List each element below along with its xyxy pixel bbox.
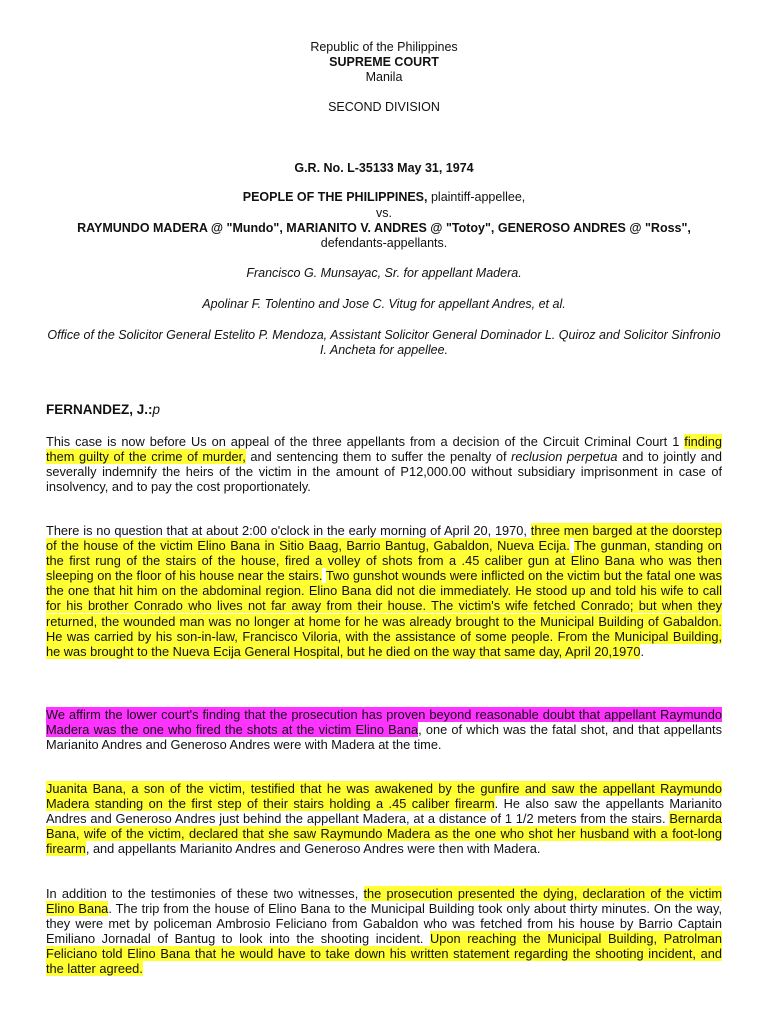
plaintiff-role: plaintiff-appellee, — [427, 190, 526, 204]
paragraph-1 — [46, 434, 722, 494]
plaintiff-line — [40, 190, 728, 205]
p2-text-g: . — [640, 643, 645, 659]
defendants-line — [46, 221, 722, 251]
counsel-line-3: Office of the Solicitor General Estelito P. Mendoza, Assistant Solicitor General Dominador L. Quiroz and Solicitor Sinfronio I. Ancheta for appellee. — [47, 328, 721, 357]
p5-text-c: . The trip from the house of Elino Bana to the Municipal Building took only about thirty minutes. On the way, they were met by policeman Ambrosio Feliciano from Gabaldon who was fetched from his house by Barrio Captain Emiliano Jornadal of Bantug to look into the shooting incident. — [46, 901, 723, 947]
p4-highlight-1: Juanita Bana, a son of the victim, testified that he was awakened by the gunfire and saw the appellant Raymundo Madera standing on the first step of their stairs holding a .45 caliber firearm — [46, 781, 722, 812]
p2-highlight-3: Two gunshot wounds were inflicted on the victim but the fatal one was the one that hit him on the abdominal region. Elino Bana did not die immediately. He stood up and told his wife to call for his brother Conrado who lives not far away from their house. The victim's wife fetched Conrado; but when they returned, the wounded man was no longer at home for he was already brought to the Municipal Building of Gabaldon. He was carried by his son-in-law, Francisco Viloria, with the assistance of some people. From the Municipal Building, he was brought to the Nueva Ecija General Hospital, but he died on the way that same day, April 20,1970 — [46, 568, 723, 659]
p3-text-b: , one of which was the fatal shot, and that appellants Marianito Andres and Generoso Andres were with Madera at the time. — [46, 722, 722, 753]
p1-text-c: and sentencing them to suffer the penalty of — [245, 449, 512, 465]
p2-highlight-1: three men barged at the doorstep of the house of the victim Elino Bana in Sitio Baag, Barrio Bantug, Gabaldon, Nueva Ecija. — [46, 523, 722, 554]
p1-text-a: This case is now before Us on appeal of the three appellants from a decision of the Circuit Criminal Court 1 — [46, 434, 685, 449]
p1-highlight: finding them guilty of the crime of murder, — [46, 434, 722, 465]
p2-text-a: There is no question that at about 2:00 o'clock in the early morning of April 20, 1970, — [46, 523, 531, 538]
p1-text-e: and to jointly and severally indemnify the heirs of the victim in the amount of P12,000.00 without subsidiary imprisonment in case of insolvency, and to pay the cost proportionately. — [46, 449, 722, 495]
ponente-name: FERNANDEZ, J.: — [46, 402, 153, 417]
counsel-line-2: Apolinar F. Tolentino and Jose C. Vitug for appellant Andres, et al. — [202, 297, 566, 311]
paragraph-2 — [46, 523, 722, 659]
p4-text-d: , and appellants Marianito Andres and Generoso Andres were then with Madera. — [85, 841, 541, 857]
p1-italic: reclusion perpetua — [511, 449, 618, 465]
p2-highlight-2: The gunman, standing on the first rung of the stairs of the house, fired a volley of shots from a .45 caliber gun at Elino Bana who was then sleeping on the floor of his house near the stairs. — [46, 538, 723, 584]
division-name: SECOND DIVISION — [328, 100, 440, 114]
p5-highlight-1: the prosecution presented the dying, declaration of the victim Elino Bana — [46, 886, 722, 917]
counsel-line-1: Francisco G. Munsayac, Sr. for appellant Madera. — [246, 266, 522, 280]
defendants-role: defendants-appellants. — [320, 236, 448, 250]
p3-highlight: We affirm the lower court's finding that the prosecution has proven beyond reasonable doubt that appellant Raymundo Madera was the one who fired the shots at the victim Elino Bana — [46, 707, 722, 738]
defendants-names: RAYMUNDO MADERA @ "Mundo", MARIANITO V. ANDRES @ "Totoy", GENEROSO ANDRES @ "Ross", — [77, 221, 691, 235]
republic-line: Republic of the Philippines — [310, 40, 458, 54]
case-number: G.R. No. L-35133 May 31, 1974 — [294, 161, 474, 175]
plaintiff-name: PEOPLE OF THE PHILIPPINES, — [242, 190, 428, 204]
paragraph-3 — [46, 707, 722, 752]
court-name: SUPREME COURT — [329, 55, 439, 69]
p5-text-a: In addition to the testimonies of these two witnesses, — [46, 886, 364, 901]
p5-highlight-2: Upon reaching the Municipal Building, Patrolman Feliciano told Elino Bana that he would have to take down his written statement regarding the shooting incident, and the latter agreed. — [46, 931, 722, 977]
versus-line: vs. — [376, 206, 392, 220]
paragraph-4 — [46, 781, 722, 856]
ponente — [46, 402, 160, 417]
p4-text-b: . He also saw the appellants Marianito Andres and Generoso Andres just behind the appellant Madera, at a distance of 1 1/2 meters from the stairs. — [46, 796, 722, 827]
court-city: Manila — [365, 70, 403, 84]
ponente-suffix: p — [152, 402, 161, 417]
paragraph-5 — [46, 886, 722, 977]
p4-highlight-2: Bernarda Bana, wife of the victim, declared that she saw Raymundo Madera as the one who shot her husband with a foot-long firearm — [46, 811, 722, 857]
